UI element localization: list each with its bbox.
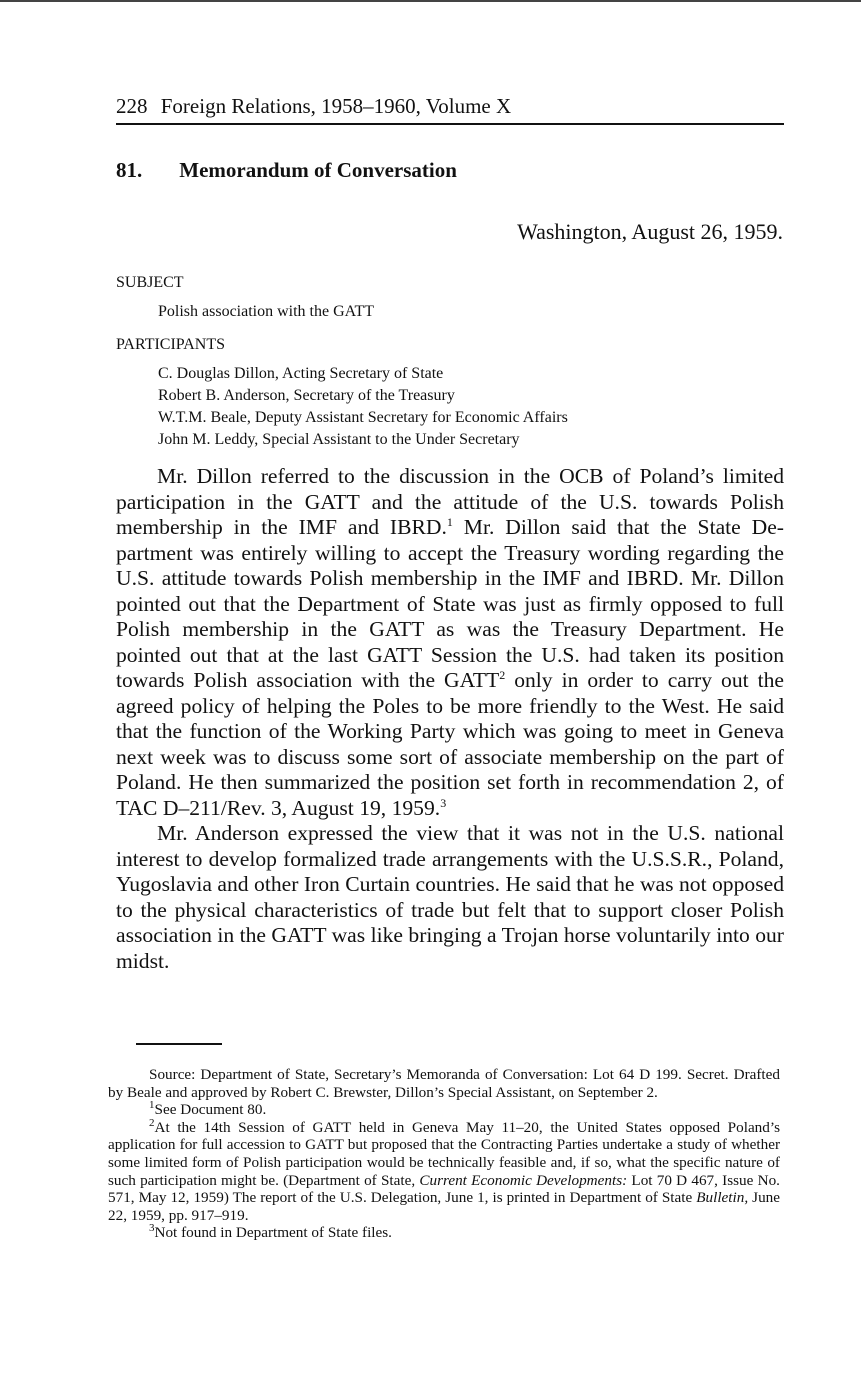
page-top-edge (0, 0, 861, 2)
participant: C. Douglas Dillon, Acting Secretary of State (158, 365, 444, 382)
footnote-ref: 1 (446, 514, 453, 529)
participant: Robert B. Anderson, Secretary of the Treasury (158, 387, 455, 404)
footnote-text: June 22, 1959, pp. 917–919. (108, 1189, 780, 1224)
subject-label: SUBJECT (116, 274, 184, 291)
footnotes (108, 1066, 780, 1242)
footnote-text: Lot 70 D 467, Issue No. 571, May 12, 1959) The report of the U.S. Delegation, June 1, is printed in Department of State (108, 1171, 780, 1207)
document-number: 81. (116, 158, 143, 182)
paragraph-text: Mr. Dillon referred to the discussion in the OCB of Poland’s limited participation in the GATT and the attitude of the U.S. towards Polish membership in the IMF and IBRD. (116, 464, 784, 539)
footnote-text: At the 14th Session of GATT held in Geneva May 11–20, the United States opposed Poland’s application for full accession to GATT but proposed that the Contracting Parties undertake a study of whether some limited form of Polish participation would be technically feasible and, if so, what the specific nature of such participation might be. (Department of State, (108, 1118, 780, 1189)
running-head (116, 92, 784, 120)
document-heading (116, 156, 457, 184)
footnote-rule (136, 1043, 222, 1045)
footnote-marker: 2 (149, 1116, 155, 1129)
paragraph-text: Mr. Dillon said that the State Department was entirely willing to accept the Treasury wording regarding the U.S. attitude towards Polish membership in the IMF and IBRD. Mr. Dillon pointed out that the Department of State was just as firmly opposed to full Polish membership in the GATT as was the Treasury Department. He pointed out that at the last GATT Session the U.S. had taken its position towards Polish association with the GATT (116, 515, 784, 692)
series-title: Foreign Relations, 1958–1960, Volume X (160, 94, 512, 118)
footnote-italic: Bulletin, (696, 1189, 749, 1207)
dateline: Washington, August 26, 1959. (517, 219, 783, 244)
document-title: Memorandum of Conversation (179, 158, 457, 182)
participant: John M. Leddy, Special Assistant to the Under Secretary (158, 431, 520, 448)
source-note: Source: Department of State, Secretary’s Memoranda of Conversation: Lot 64 D 199. Secret. Drafted by Beale and approved by Robert C. Brewster, Dillon’s Special Assistant, on September 2. (108, 1066, 780, 1101)
paragraph-text: only in order to carry out the agreed policy of helping the Poles to be more friendly to the West. He said that the function of the Working Party which was going to meet in Geneva next week was to discuss some sort of associate membership on the part of Poland. He then summarized the position set forth in recommendation 2, of TAC D–211/Rev. 3, August 19, 1959. (116, 668, 785, 820)
participants-label: PARTICIPANTS (116, 336, 226, 353)
footnote-text: Not found in Department of State files. (154, 1224, 392, 1242)
footnote-marker: 3 (149, 1222, 155, 1235)
page-number: 228 (116, 94, 148, 118)
participants-list (158, 363, 568, 451)
body-paragraph: Mr. Anderson expressed the view that it was not in the U.S. national interest to develop formalized trade arrangements with the U.S.S.R., Poland, Yugoslavia and other Iron Curtain countries. He said that he was not opposed to the physical characteristics of trade but felt that to support closer Polish association in the GATT was like bringing a Trojan horse voluntarily into our midst. (116, 821, 784, 973)
participant: W.T.M. Beale, Deputy Assistant Secretary for Economic Affairs (158, 409, 568, 426)
footnote-marker: 1 (149, 1099, 155, 1112)
footnote-text: See Document 80. (154, 1101, 267, 1119)
memorandum-body (116, 464, 784, 974)
footnote-ref: 2 (499, 667, 506, 682)
footnote-italic: Current Economic Developments: (419, 1171, 628, 1189)
footnote-ref: 3 (440, 795, 447, 810)
footnote-2 (108, 1116, 780, 1225)
body-paragraph (116, 464, 784, 821)
subject-text: Polish association with the GATT (158, 303, 374, 320)
footnote-3 (108, 1224, 780, 1242)
running-head-rule (116, 123, 784, 125)
footnote-1 (108, 1101, 780, 1119)
